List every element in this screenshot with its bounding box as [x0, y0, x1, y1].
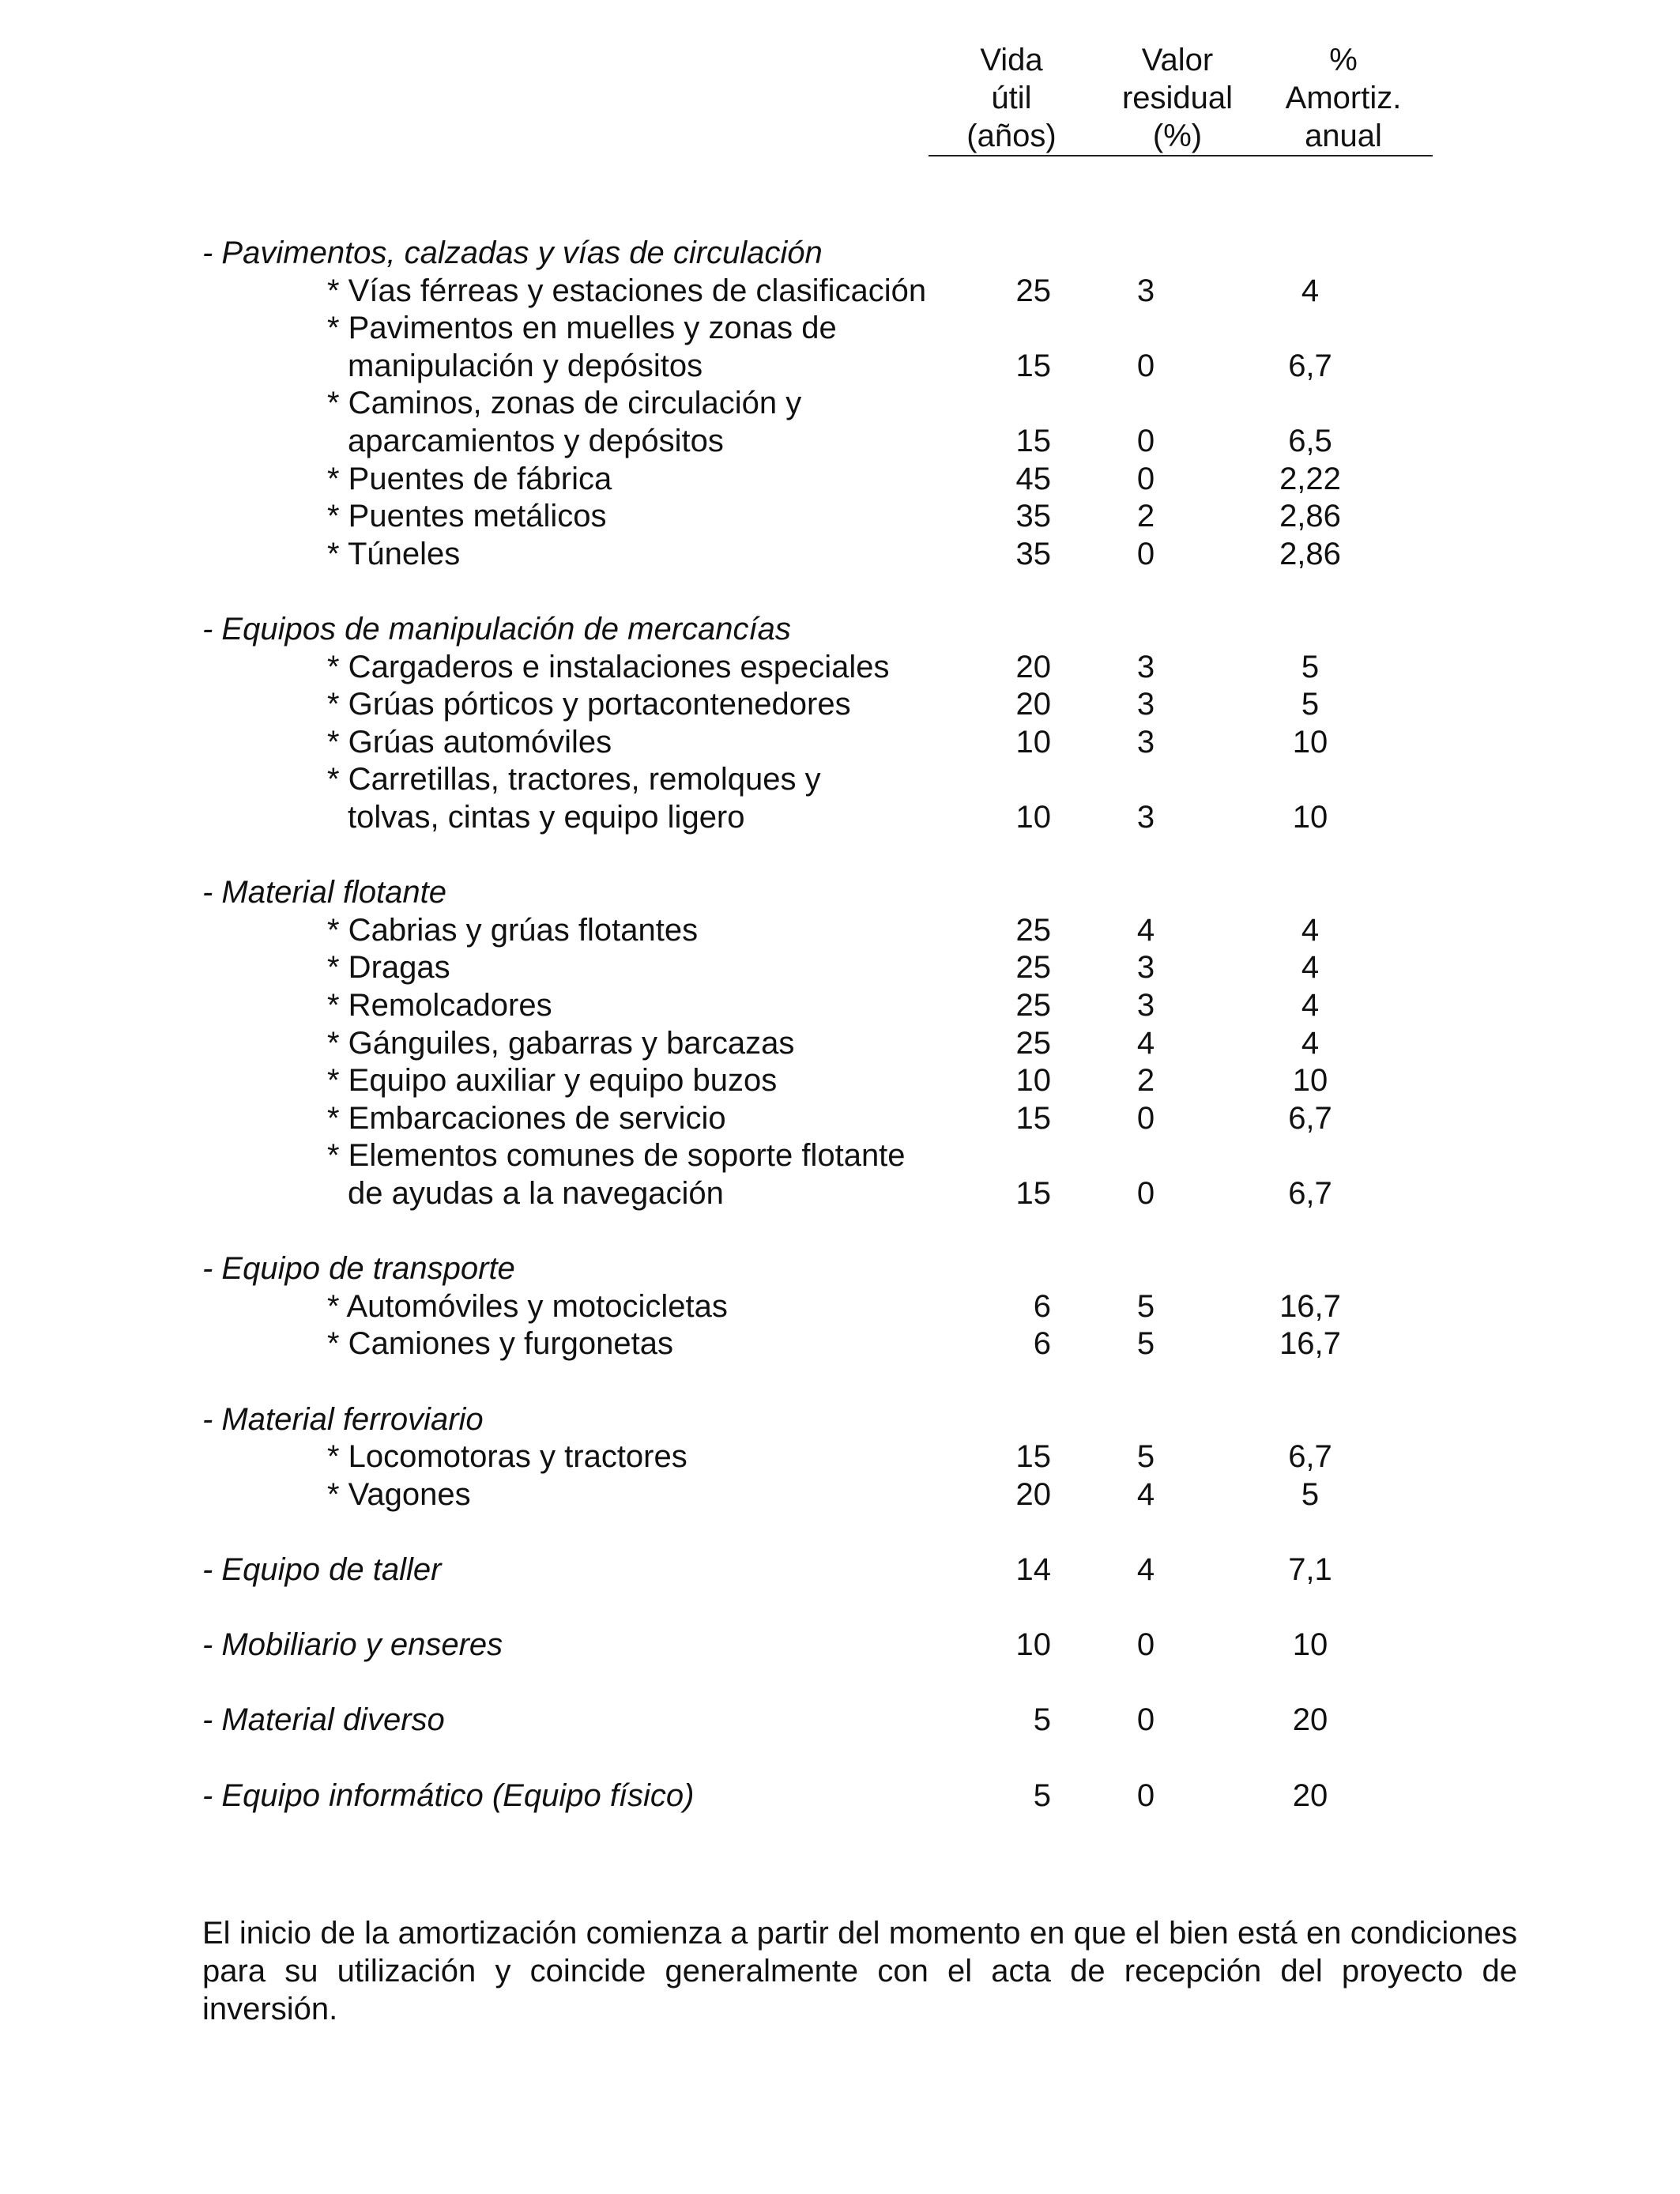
- valor-residual-value: 2: [1136, 499, 1155, 534]
- vida-util-value: 6: [1033, 1326, 1051, 1362]
- table-header: [0, 41, 1680, 152]
- category-label: - Equipo informático (Equipo físico): [202, 1777, 695, 1813]
- category-row: [0, 873, 1680, 911]
- item-label: * Gánguiles, gabarras y barcazas: [327, 1025, 795, 1061]
- table-row: [0, 1476, 1680, 1514]
- amortizacion-value: 5: [1301, 649, 1320, 684]
- category-label: - Mobiliario y enseres: [202, 1627, 503, 1663]
- item-label: manipulación y depósitos: [348, 348, 703, 383]
- header-line: (%): [1152, 119, 1203, 153]
- item-label: * Remolcadores: [327, 988, 552, 1023]
- amortizacion-value: 10: [1292, 1627, 1328, 1663]
- amortizacion-value: 5: [1301, 687, 1320, 722]
- amortizacion-value: 2,86: [1279, 536, 1341, 571]
- valor-residual-value: 4: [1136, 912, 1155, 948]
- valor-residual-value: 0: [1136, 1100, 1155, 1136]
- table-row: [0, 384, 1680, 422]
- item-label: * Camiones y furgonetas: [327, 1326, 674, 1362]
- amortizacion-value: 10: [1292, 1063, 1328, 1099]
- header-line: anual: [1305, 119, 1382, 153]
- valor-residual-value: 5: [1136, 1326, 1155, 1362]
- table-row: [0, 422, 1680, 460]
- vida-util-value: 10: [1015, 800, 1051, 835]
- category-row: [0, 1626, 1680, 1664]
- item-label: * Automóviles y motocicletas: [327, 1288, 728, 1324]
- vida-util-value: 6: [1033, 1288, 1051, 1324]
- header-underline: [929, 155, 1433, 156]
- table-row: [0, 1061, 1680, 1099]
- category-label: - Equipo de taller: [202, 1552, 442, 1587]
- category-row: [0, 610, 1680, 648]
- vida-util-value: 15: [1015, 1439, 1051, 1475]
- item-label: * Locomotoras y tractores: [327, 1439, 687, 1475]
- table-row: [0, 1099, 1680, 1137]
- table-row: [0, 948, 1680, 986]
- valor-residual-value: 4: [1136, 1476, 1155, 1512]
- valor-residual-value: 4: [1136, 1025, 1155, 1061]
- category-label: - Equipos de manipulación de mercancías: [202, 612, 791, 647]
- item-label: * Pavimentos en muelles y zonas de: [327, 311, 837, 346]
- table-row: [0, 723, 1680, 761]
- vida-util-value: 10: [1015, 724, 1051, 760]
- valor-residual-value: 0: [1136, 424, 1155, 458]
- valor-residual-value: 0: [1136, 1176, 1155, 1211]
- valor-residual-value: 5: [1136, 1439, 1155, 1475]
- vida-util-value: 15: [1015, 1176, 1051, 1211]
- valor-residual-value: 3: [1136, 988, 1155, 1023]
- item-label: * Caminos, zonas de circulación y: [327, 386, 802, 421]
- item-label: * Puentes metálicos: [327, 499, 607, 534]
- amortizacion-value: 16,7: [1279, 1288, 1341, 1324]
- valor-residual-value: 4: [1136, 1552, 1155, 1587]
- amortizacion-value: 4: [1301, 950, 1320, 986]
- table-row: [0, 1438, 1680, 1476]
- header-amortizacion-anual: [1264, 41, 1422, 155]
- table-row: [0, 272, 1680, 310]
- vida-util-value: 10: [1015, 1627, 1051, 1663]
- table-row: [0, 1287, 1680, 1325]
- vida-util-value: 25: [1015, 912, 1051, 948]
- amortizacion-value: 20: [1292, 1702, 1328, 1738]
- amortizacion-value: 6,5: [1288, 424, 1332, 458]
- vida-util-value: 15: [1015, 424, 1051, 458]
- valor-residual-value: 0: [1136, 1702, 1155, 1738]
- header-line: Valor: [1141, 43, 1214, 77]
- valor-residual-value: 3: [1136, 724, 1155, 760]
- vida-util-value: 45: [1015, 461, 1051, 496]
- valor-residual-value: 0: [1136, 536, 1155, 571]
- header-valor-residual: [1098, 41, 1256, 155]
- item-label: * Elementos comunes de soporte flotante: [327, 1138, 906, 1174]
- item-label: * Cabrias y grúas flotantes: [327, 912, 699, 948]
- item-label: * Dragas: [327, 950, 450, 986]
- item-label: * Carretillas, tractores, remolques y: [327, 762, 821, 797]
- amortizacion-value: 4: [1301, 988, 1320, 1023]
- header-line: Vida: [980, 43, 1043, 77]
- valor-residual-value: 3: [1136, 649, 1155, 684]
- vida-util-value: 20: [1015, 1476, 1051, 1512]
- amortizacion-value: 10: [1292, 800, 1328, 835]
- vida-util-value: 20: [1015, 687, 1051, 722]
- category-label: - Equipo de transporte: [202, 1251, 515, 1287]
- amortizacion-value: 4: [1301, 1025, 1320, 1061]
- vida-util-value: 14: [1015, 1552, 1051, 1587]
- vida-util-value: 15: [1015, 348, 1051, 383]
- amortizacion-value: 2,22: [1279, 461, 1341, 496]
- table-row: [0, 760, 1680, 798]
- category-row: [0, 1701, 1680, 1739]
- valor-residual-value: 0: [1136, 461, 1155, 496]
- item-label: * Vías férreas y estaciones de clasificación: [327, 273, 927, 308]
- amortizacion-value: 6,7: [1288, 348, 1332, 383]
- amortizacion-value: 6,7: [1288, 1100, 1332, 1136]
- item-label: tolvas, cintas y equipo ligero: [348, 800, 745, 835]
- item-label: * Puentes de fábrica: [327, 461, 612, 496]
- vida-util-value: 5: [1033, 1777, 1051, 1813]
- valor-residual-value: 3: [1136, 950, 1155, 986]
- item-label: * Grúas pórticos y portacontenedores: [327, 687, 851, 722]
- amortizacion-value: 4: [1301, 273, 1320, 308]
- valor-residual-value: 2: [1136, 1063, 1155, 1099]
- item-label: * Vagones: [327, 1476, 471, 1512]
- table-row: [0, 535, 1680, 573]
- category-row: [0, 1551, 1680, 1589]
- amortizacion-value: 4: [1301, 912, 1320, 948]
- table-row: [0, 497, 1680, 535]
- vida-util-value: 25: [1015, 988, 1051, 1023]
- category-label: - Material ferroviario: [202, 1401, 484, 1437]
- category-row: [0, 1400, 1680, 1438]
- item-label: * Cargaderos e instalaciones especiales: [327, 649, 890, 684]
- table-row: [0, 685, 1680, 723]
- valor-residual-value: 0: [1136, 1627, 1155, 1663]
- vida-util-value: 25: [1015, 1025, 1051, 1061]
- item-label: de ayudas a la navegación: [348, 1176, 724, 1211]
- amortizacion-value: 6,7: [1288, 1439, 1332, 1475]
- table-row: [0, 460, 1680, 498]
- category-label: - Material flotante: [202, 875, 447, 910]
- amortizacion-value: 5: [1301, 1476, 1320, 1512]
- item-label: * Embarcaciones de servicio: [327, 1100, 726, 1136]
- table-row: [0, 1024, 1680, 1062]
- vida-util-value: 15: [1015, 1100, 1051, 1136]
- vida-util-value: 35: [1015, 536, 1051, 571]
- amortizacion-value: 6,7: [1288, 1176, 1332, 1211]
- category-row: [0, 1250, 1680, 1287]
- vida-util-value: 35: [1015, 499, 1051, 534]
- header-line: útil: [991, 81, 1032, 115]
- item-label: * Equipo auxiliar y equipo buzos: [327, 1063, 778, 1099]
- header-line: residual: [1121, 81, 1234, 115]
- amortizacion-value: 2,86: [1279, 499, 1341, 534]
- category-label: - Pavimentos, calzadas y vías de circulación: [202, 236, 823, 270]
- vida-util-value: 25: [1015, 950, 1051, 986]
- valor-residual-value: 5: [1136, 1288, 1155, 1324]
- amortizacion-value: 20: [1292, 1777, 1328, 1813]
- table-row: [0, 1137, 1680, 1174]
- amortizacion-value: 16,7: [1279, 1326, 1341, 1362]
- header-line: Amortiz.: [1285, 81, 1402, 115]
- category-label: - Material diverso: [202, 1702, 445, 1738]
- item-label: * Grúas automóviles: [327, 724, 612, 760]
- header-line: (años): [966, 119, 1057, 153]
- header-vida-util: [932, 41, 1090, 155]
- valor-residual-value: 3: [1136, 273, 1155, 308]
- valor-residual-value: 3: [1136, 687, 1155, 722]
- item-label: * Túneles: [327, 536, 461, 571]
- vida-util-value: 10: [1015, 1063, 1051, 1099]
- table-row: [0, 648, 1680, 686]
- category-row: [0, 234, 1680, 272]
- table-row: [0, 911, 1680, 949]
- header-line: %: [1329, 43, 1358, 77]
- item-label: aparcamientos y depósitos: [348, 424, 724, 458]
- table-row: [0, 1174, 1680, 1212]
- amortizacion-value: 7,1: [1288, 1552, 1332, 1587]
- table-row: [0, 986, 1680, 1024]
- vida-util-value: 5: [1033, 1702, 1051, 1738]
- table-row: [0, 798, 1680, 836]
- table-row: [0, 347, 1680, 385]
- footnote-paragraph: El inicio de la amortización comienza a partir del momento en que el bien está en condiciones para su utilización y coincide generalmente con el acta de recepción del proyecto de inversión.: [202, 1916, 1517, 2026]
- valor-residual-value: 0: [1136, 1777, 1155, 1813]
- valor-residual-value: 3: [1136, 800, 1155, 835]
- valor-residual-value: 0: [1136, 348, 1155, 383]
- amortizacion-value: 10: [1292, 724, 1328, 760]
- category-row: [0, 1777, 1680, 1815]
- vida-util-value: 25: [1015, 273, 1051, 308]
- table-row: [0, 309, 1680, 347]
- table-row: [0, 1325, 1680, 1363]
- vida-util-value: 20: [1015, 649, 1051, 684]
